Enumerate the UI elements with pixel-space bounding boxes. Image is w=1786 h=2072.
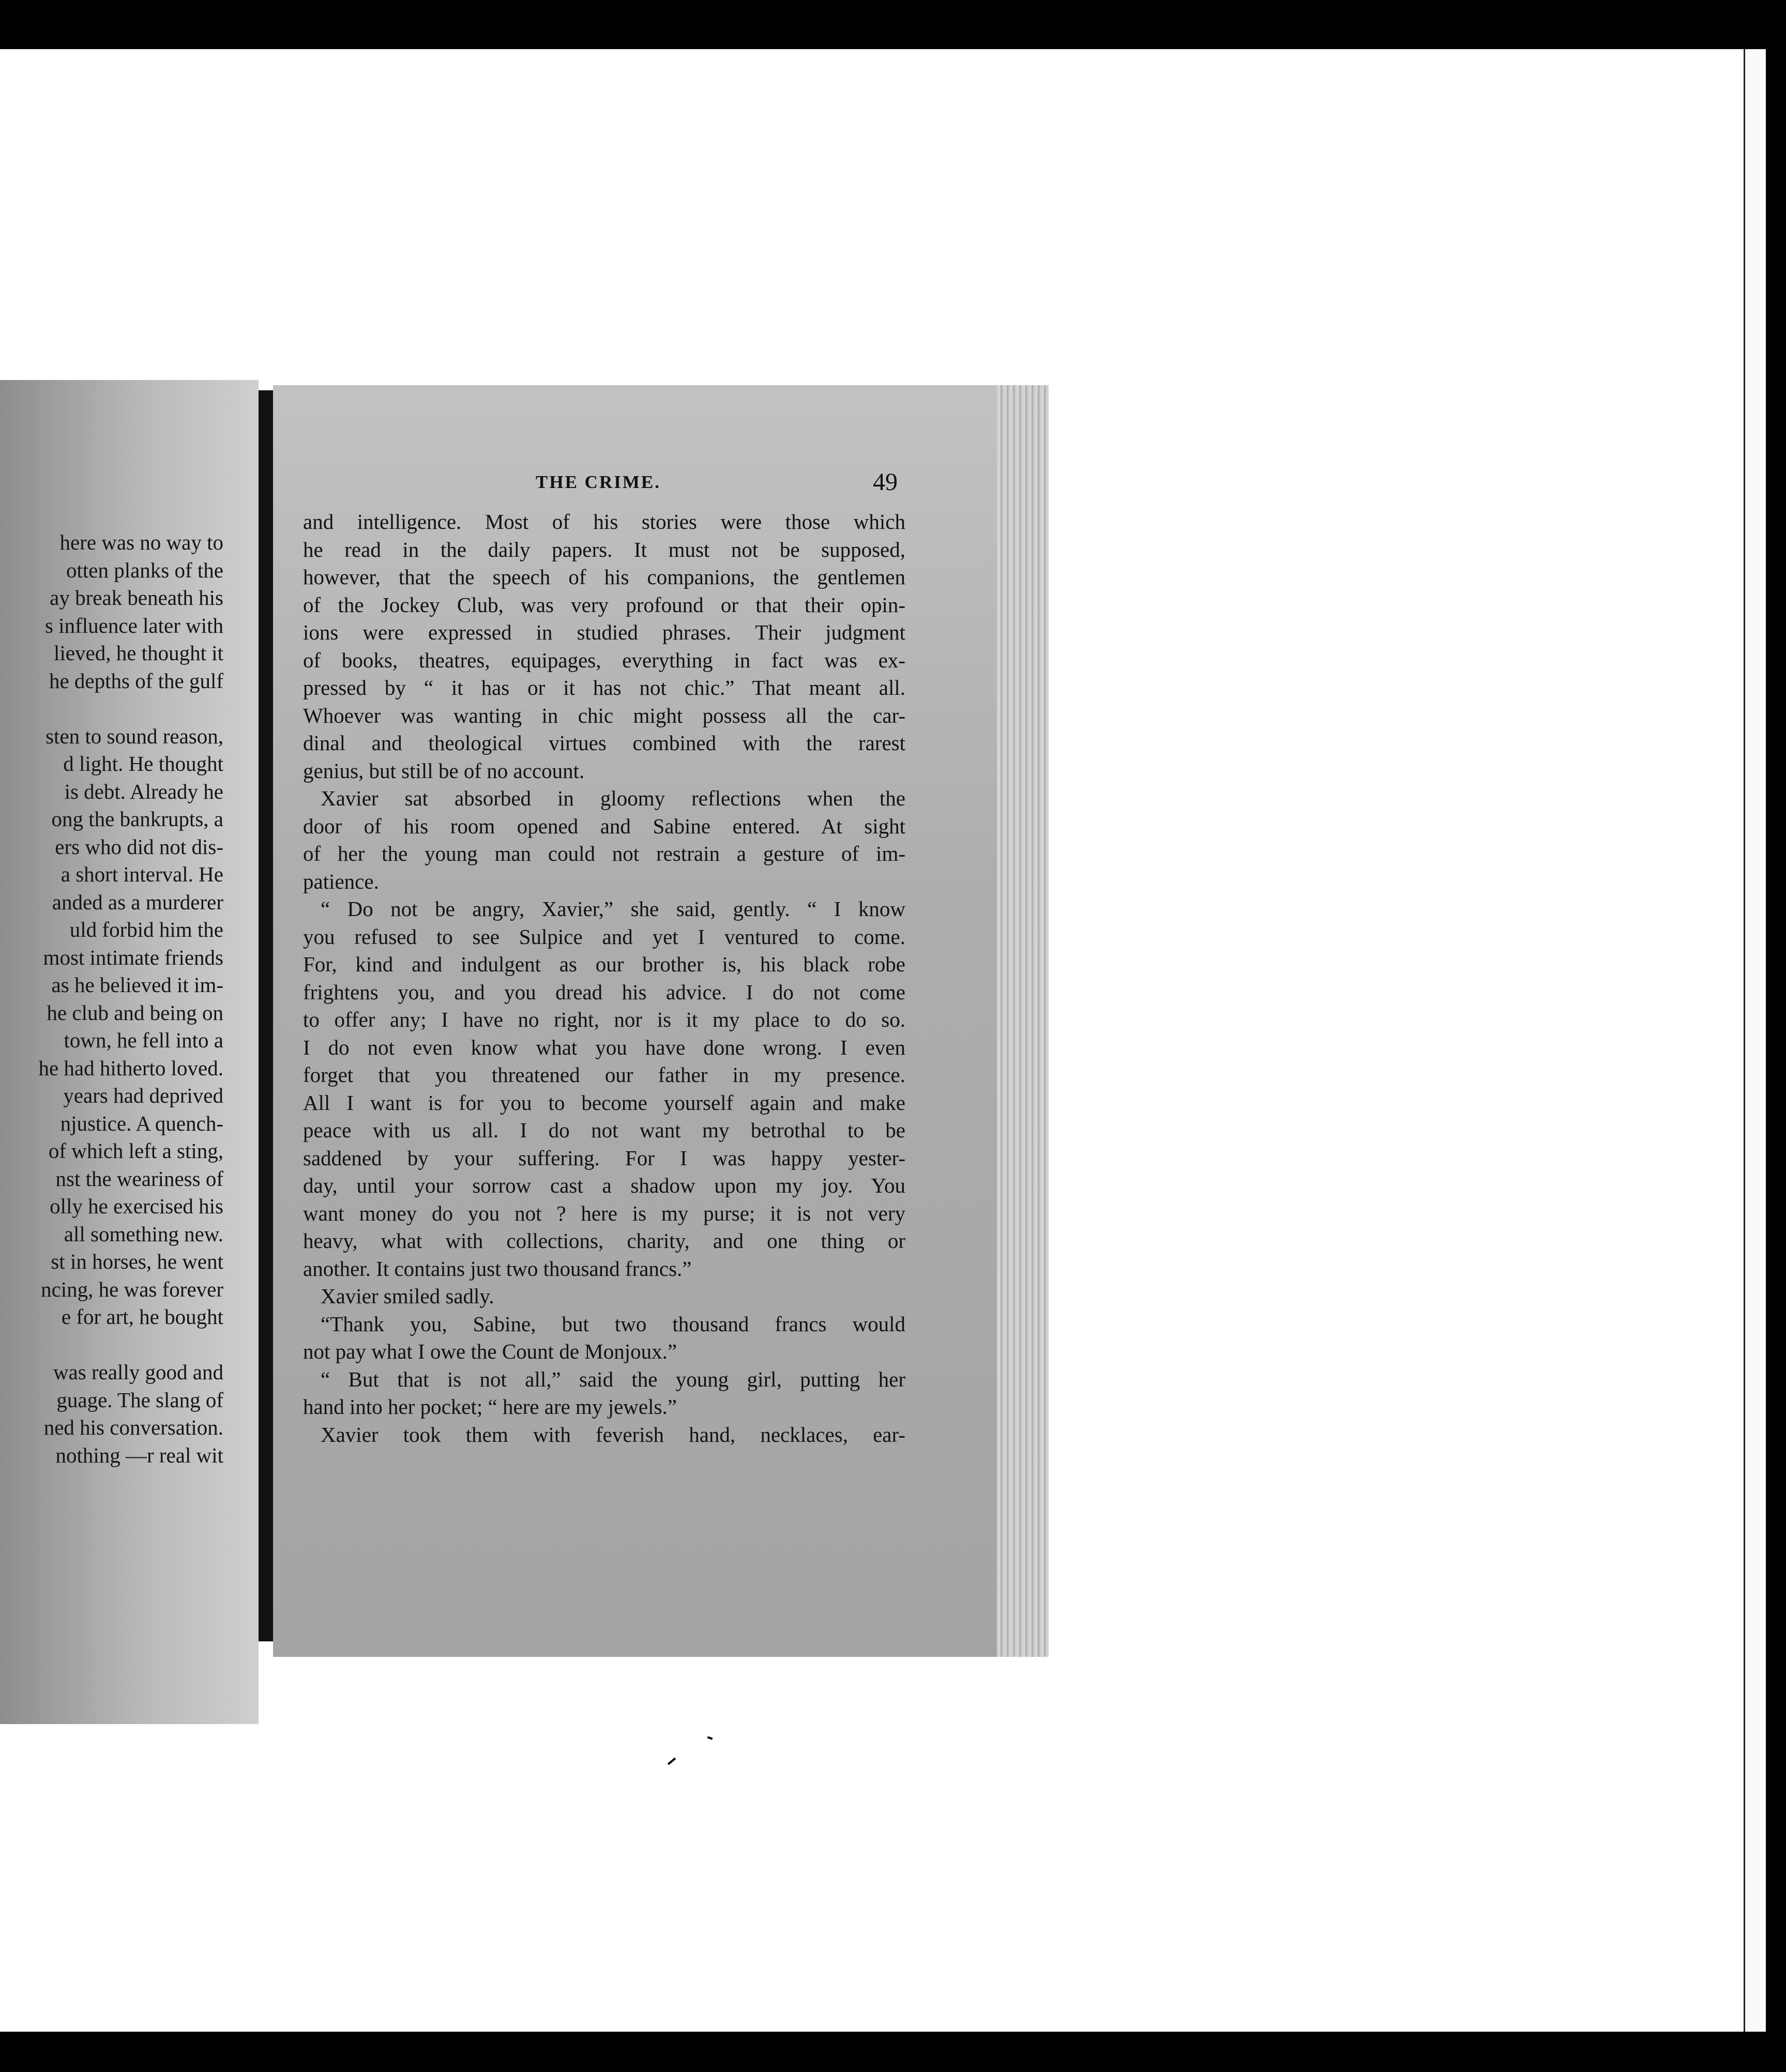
left-text-line: as he believed it im- [51, 973, 223, 997]
body-text-line: to offer any; I have no right, nor is it my place to do so. [303, 1008, 905, 1031]
body-text-line: “ But that is not all,” said the young girl, putting her [321, 1367, 905, 1391]
left-text-line: was really good and [53, 1360, 223, 1384]
left-text-line: ned his conversation. [43, 1415, 223, 1439]
left-text-line: ong the bankrupts, a [51, 807, 223, 831]
body-text-line: day, until your sorrow cast a shadow upon my joy. You [303, 1174, 905, 1197]
body-text-line: of books, theatres, equipages, everything in fact was ex- [303, 648, 905, 672]
left-text-line: anded as a murderer [52, 890, 223, 914]
film-speck [668, 1758, 676, 1765]
left-text-line: ay break beneath his [50, 586, 223, 610]
left-text-line: sten to sound reason, [46, 724, 223, 748]
body-text-line: you refused to see Sulpice and yet I ventured to come. [303, 924, 905, 949]
left-text-line: town, he fell into a [64, 1028, 223, 1052]
body-text-line: however, that the speech of his companions, the gentlemen [303, 565, 905, 589]
body-text-line: ions were expressed in studied phrases. Their judgment [303, 620, 905, 644]
body-text-line: of her the young man could not restrain a gesture of im- [303, 842, 905, 865]
body-text-line: want money do you not ? here is my purse; it is not very [303, 1201, 905, 1225]
body-text-line: saddened by your suffering. For I was happy yester- [303, 1146, 905, 1170]
left-page-text [0, 529, 223, 1469]
body-text-line: “ Do not be angry, Xavier,” she said, gently. “ I know [321, 897, 905, 921]
page-edges [997, 385, 1049, 1657]
body-text-line: genius, but still be of no account. [303, 758, 585, 783]
body-text-line: heavy, what with collections, charity, and one thing or [303, 1229, 905, 1253]
body-text-line: Xavier smiled sadly. [321, 1284, 494, 1308]
left-text-line: d light. He thought [63, 752, 223, 775]
body-text-line: and intelligence. Most of his stories were those which [303, 510, 905, 534]
left-text-line: is debt. Already he [64, 779, 223, 803]
left-text-line: guage. The slang of [56, 1388, 223, 1412]
body-text-line: door of his room opened and Sabine entered. At sight [303, 814, 905, 838]
body-text-line: he read in the daily papers. It must not be supposed, [303, 537, 905, 561]
left-text-line: a short interval. He [60, 862, 223, 886]
left-text-line: he depths of the gulf [49, 668, 223, 693]
left-text-line: he club and being on [47, 1000, 223, 1025]
left-text-line: otten planks of the [66, 558, 223, 582]
body-text-line: not pay what I owe the Count de Monjoux.” [303, 1339, 677, 1363]
left-text-line: ers who did not dis- [55, 834, 223, 859]
body-text-line: Xavier took them with feverish hand, necklaces, ear- [321, 1422, 905, 1446]
body-text-line: dinal and theological virtues combined with the rarest [303, 731, 905, 755]
left-text-line: ncing, he was forever [41, 1277, 223, 1301]
film-speck [707, 1736, 713, 1740]
body-text-line: of the Jockey Club, was very profound or that their opin- [303, 592, 905, 617]
body-text-line: forget that you threatened our father in my presence. [303, 1063, 905, 1087]
page-number: 49 [873, 468, 898, 496]
body-text-line: frightens you, and you dread his advice. I do not come [303, 980, 905, 1004]
body-text-line: “Thank you, Sabine, but two thousand francs would [321, 1312, 905, 1336]
left-text-line: olly he exercised his [50, 1194, 223, 1218]
body-text-line: another. It contains just two thousand francs.” [303, 1256, 692, 1281]
left-text-line: all something new. [64, 1222, 223, 1246]
body-text-line: peace with us all. I do not want my betrothal to be [303, 1118, 905, 1142]
body-text-line: Xavier sat absorbed in gloomy reflections when the [321, 786, 905, 810]
microfilm-sheet [0, 49, 1766, 2032]
left-text-line: nothing —r real wit [55, 1443, 223, 1467]
left-text-line: he had hitherto loved. [38, 1056, 223, 1080]
left-text-line: s influence later with [45, 613, 223, 637]
left-text-line: st in horses, he went [51, 1250, 223, 1273]
left-text-line [0, 1331, 223, 1359]
left-text-line: lieved, he thought it [54, 641, 223, 665]
left-text-line: e for art, he bought [61, 1305, 223, 1329]
body-text-line: I do not even know what you have done wrong. I even [303, 1035, 905, 1059]
body-text-line: For, kind and indulgent as our brother is, his black robe [303, 952, 905, 976]
left-text-line: nst the weariness of [55, 1166, 223, 1191]
right-page [273, 385, 1049, 1657]
left-text-line: years had deprived [63, 1084, 223, 1107]
left-text-line: njustice. A quench- [60, 1111, 223, 1135]
body-text-line: Whoever was wanting in chic might possess all the car- [303, 703, 905, 727]
body-text-line: All I want is for you to become yourself again and make [303, 1090, 905, 1115]
body-text-line: patience. [303, 869, 379, 893]
sheet-edge [1744, 49, 1766, 2032]
left-text-line: uld forbid him the [69, 918, 223, 941]
running-head: THE CRIME. [536, 472, 661, 492]
body-text-line: hand into her pocket; “ here are my jewels.” [303, 1395, 677, 1419]
left-page [0, 380, 259, 1724]
left-text-line: of which left a sting, [48, 1139, 223, 1163]
left-text-line: most intimate friends [43, 945, 223, 969]
body-text-line: pressed by “ it has or it has not chic.” That meant all. [303, 676, 905, 699]
right-page-text [303, 508, 905, 1449]
book-gutter [259, 390, 273, 1641]
left-text-line: here was no way to [59, 530, 223, 554]
left-text-line [0, 695, 223, 723]
